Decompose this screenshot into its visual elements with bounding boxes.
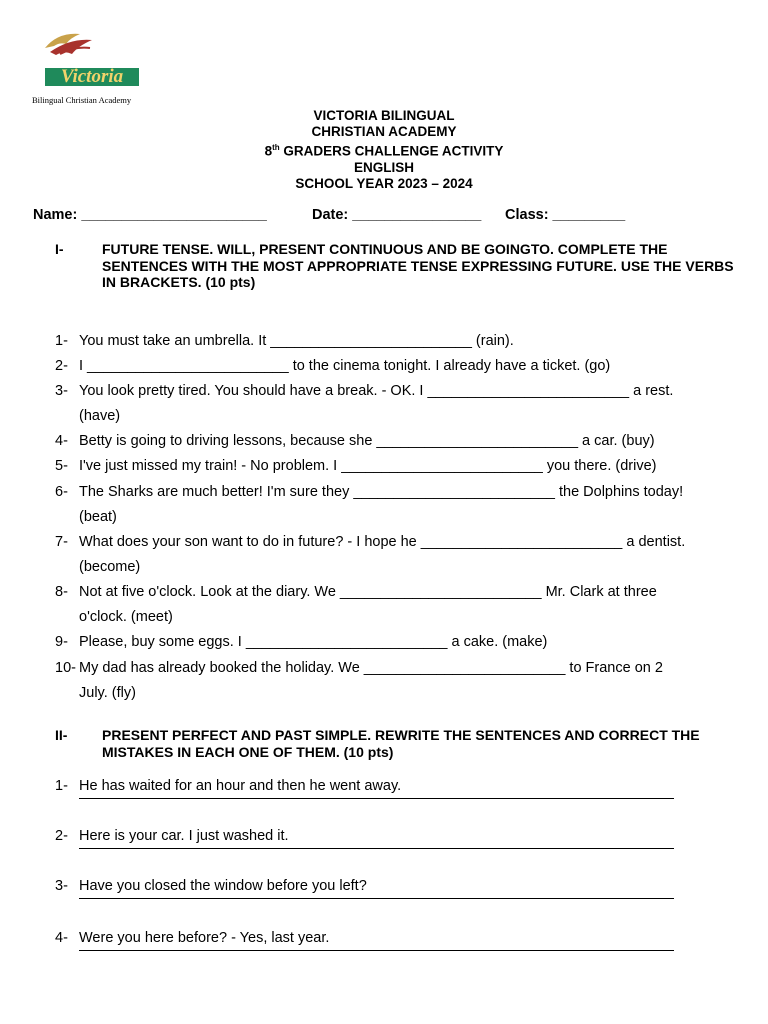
school-logo [30, 28, 160, 108]
date-field[interactable]: Date: ________________ [312, 207, 482, 223]
class-field[interactable]: Class: _________ [505, 207, 626, 223]
exercise-number: 1- [55, 333, 68, 349]
exercise-text [79, 354, 729, 379]
rewrite-sentence: Here is your car. I just washed it. [79, 828, 289, 844]
exercise-number: 10- [55, 660, 76, 676]
rewrite-sentence: Were you here before? - Yes, last year. [79, 930, 330, 946]
rewrite-number: 1- [55, 778, 68, 794]
exercise-line-cont: (beat) [79, 509, 117, 525]
exercise-text [79, 379, 729, 429]
answer-line[interactable] [79, 898, 674, 899]
section2-number: II- [55, 727, 68, 743]
rewrite-sentence: Have you closed the window before you left? [79, 878, 367, 894]
exercise-line[interactable]: You must take an umbrella. It _________________________ (rain). [79, 333, 514, 349]
exercise-text [79, 429, 729, 454]
section1-number: I- [55, 241, 64, 257]
grade-number: 8 [264, 143, 273, 159]
exercise-line[interactable]: You look pretty tired. You should have a break. - OK. I _________________________ a rest. [79, 383, 674, 399]
subject-title: ENGLISH [353, 160, 414, 176]
activity-title [0, 140, 768, 160]
exercise-text [79, 630, 729, 655]
exercise-number: 7- [55, 534, 68, 550]
exercise-number: 5- [55, 458, 68, 474]
school-year: SCHOOL YEAR 2023 – 2024 [295, 176, 473, 192]
exercise-text [79, 329, 729, 354]
answer-line[interactable] [79, 950, 674, 951]
section1-heading [55, 241, 745, 293]
exercise-line[interactable]: The Sharks are much better! I'm sure they _________________________ the Dolphins today! [79, 484, 684, 500]
exercise-text [79, 454, 729, 479]
exercise-text [79, 580, 729, 630]
answer-line[interactable] [79, 798, 674, 799]
exercise-line-cont: (become) [79, 559, 141, 575]
school-name-line1: VICTORIA BILINGUAL [313, 108, 455, 123]
section1-title: FUTURE TENSE. WILL, PRESENT CONTINUOUS AND BE GOINGTO. COMPLETE THE SENTENCES WITH THE MOST APPROPRIATE TENSE EXPRESSING FUTURE. USE THE VERBS IN BRACKETS. (10 pts) [102, 241, 734, 290]
logo-wordmark: Victoria [45, 68, 139, 86]
exercise-text [79, 656, 729, 706]
exercise-text [79, 480, 729, 530]
section2-title: PRESENT PERFECT AND PAST SIMPLE. REWRITE THE SENTENCES AND CORRECT THE MISTAKES IN EACH ONE OF THEM. (10 pts) [102, 727, 700, 760]
exercise-line-cont: o'clock. (meet) [79, 609, 173, 625]
exercise-number: 2- [55, 358, 68, 374]
exercise-number: 8- [55, 584, 68, 600]
exercise-number: 9- [55, 634, 68, 650]
exercise-line[interactable]: What does your son want to do in future? - I hope he _________________________ a dentist. [79, 534, 686, 550]
exercise-number: 4- [55, 433, 68, 449]
name-field[interactable]: Name: _______________________ [33, 207, 267, 223]
rewrite-number: 3- [55, 878, 68, 894]
activity-name: GRADERS CHALLENGE ACTIVITY [279, 143, 504, 159]
exercise-number: 6- [55, 484, 68, 500]
answer-line[interactable] [79, 848, 674, 849]
grade-suffix: th [272, 143, 280, 153]
document-header [0, 108, 768, 193]
exercise-line-cont: (have) [79, 408, 121, 424]
exercise-line[interactable]: Please, buy some eggs. I _________________________ a cake. (make) [79, 634, 548, 650]
exercise-line-cont: July. (fly) [79, 685, 136, 701]
exercise-line[interactable]: I've just missed my train! - No problem. I _________________________ you there. (drive) [79, 458, 657, 474]
rewrite-number: 2- [55, 828, 68, 844]
exercise-number: 3- [55, 383, 68, 399]
logo-subtitle: Bilingual Christian Academy [32, 95, 132, 105]
exercise-line[interactable]: My dad has already booked the holiday. We _________________________ to France on 2 [79, 660, 663, 676]
exercise-line[interactable]: Betty is going to driving lessons, because she _________________________ a car. (buy) [79, 433, 655, 449]
school-name-line2: CHRISTIAN ACADEMY [311, 124, 457, 140]
section2-heading [55, 727, 745, 763]
rewrite-number: 4- [55, 930, 68, 946]
exercise-line[interactable]: Not at five o'clock. Look at the diary. We _________________________ Mr. Clark at three [79, 584, 657, 600]
exercise-text [79, 530, 729, 580]
rewrite-sentence: He has waited for an hour and then he went away. [79, 778, 402, 794]
exercise-line[interactable]: I _________________________ to the cinema tonight. I already have a ticket. (go) [79, 358, 611, 374]
